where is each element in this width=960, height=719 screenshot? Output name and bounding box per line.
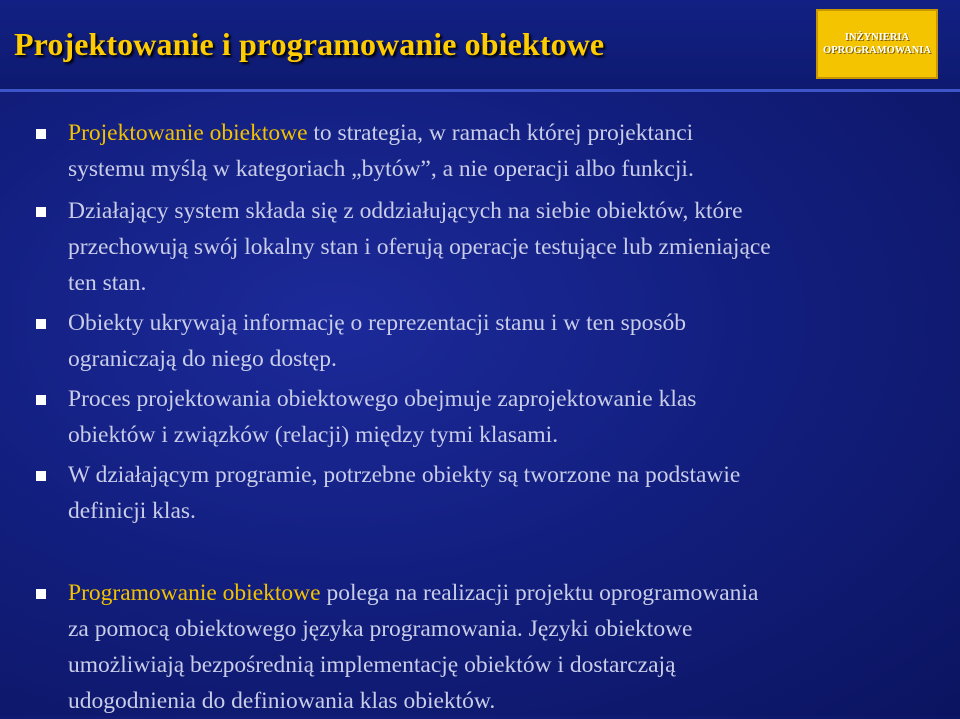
paragraph-line: Projektowanie obiektowe to strategia, w ramach której projektanci bbox=[68, 120, 694, 146]
bullet-square-icon bbox=[36, 129, 46, 139]
bullet-square-icon bbox=[36, 471, 46, 481]
paragraph-line: udogodnienia do definiowania klas obiektów. bbox=[68, 688, 496, 714]
paragraph-line: definicji klas. bbox=[68, 498, 196, 524]
paragraph-design-process bbox=[68, 381, 696, 453]
paragraph-object-design bbox=[68, 115, 694, 187]
paragraph-system-objects bbox=[68, 193, 771, 301]
paragraph-line: Działający system składa się z oddziałujących na siebie obiektów, które bbox=[68, 198, 743, 224]
paragraph-runtime-objects bbox=[68, 457, 740, 529]
bullet-square-icon bbox=[36, 319, 46, 329]
highlight-term: Programowanie obiektowe bbox=[68, 580, 321, 606]
paragraph-line: Programowanie obiektowe polega na realizacji projektu oprogramowania bbox=[68, 580, 759, 606]
paragraph-line: W działającym programie, potrzebne obiekty są tworzone na podstawie bbox=[68, 462, 741, 488]
paragraph-line: umożliwiają bezpośrednią implementację obiektów i dostarczają bbox=[68, 652, 676, 678]
paragraph-encapsulation bbox=[68, 305, 686, 377]
paragraph-line: przechowują swój lokalny stan i oferują operacje testujące lub zmieniające bbox=[68, 234, 771, 260]
paragraph-line: systemu myślą w kategoriach „bytów”, a nie operacji albo funkcji. bbox=[68, 156, 694, 182]
paragraph-line: obiektów i związków (relacji) między tymi klasami. bbox=[68, 422, 559, 448]
paragraph-object-programming bbox=[68, 575, 758, 719]
slide-title: Projektowanie i programowanie obiektowe bbox=[14, 26, 605, 62]
paragraph-line: ten stan. bbox=[68, 270, 147, 296]
title-bar bbox=[0, 0, 960, 92]
paragraph-line: ograniczają do niego dostęp. bbox=[68, 346, 337, 372]
bullet-square-icon bbox=[36, 207, 46, 217]
bullet-square-icon bbox=[36, 395, 46, 405]
highlight-term: Projektowanie obiektowe bbox=[68, 120, 308, 146]
paragraph-line: za pomocą obiektowego języka programowania. Języki obiektowe bbox=[68, 616, 693, 642]
course-badge bbox=[816, 9, 938, 79]
bullet-square-icon bbox=[36, 589, 46, 599]
badge-line-1: INŻYNIERIA bbox=[844, 32, 910, 43]
paragraph-line: Obiekty ukrywają informację o reprezentacji stanu i w ten sposób bbox=[68, 310, 686, 336]
badge-line-2: OPROGRAMOWANIA bbox=[823, 45, 931, 56]
paragraph-line: Proces projektowania obiektowego obejmuje zaprojektowanie klas bbox=[68, 386, 697, 412]
